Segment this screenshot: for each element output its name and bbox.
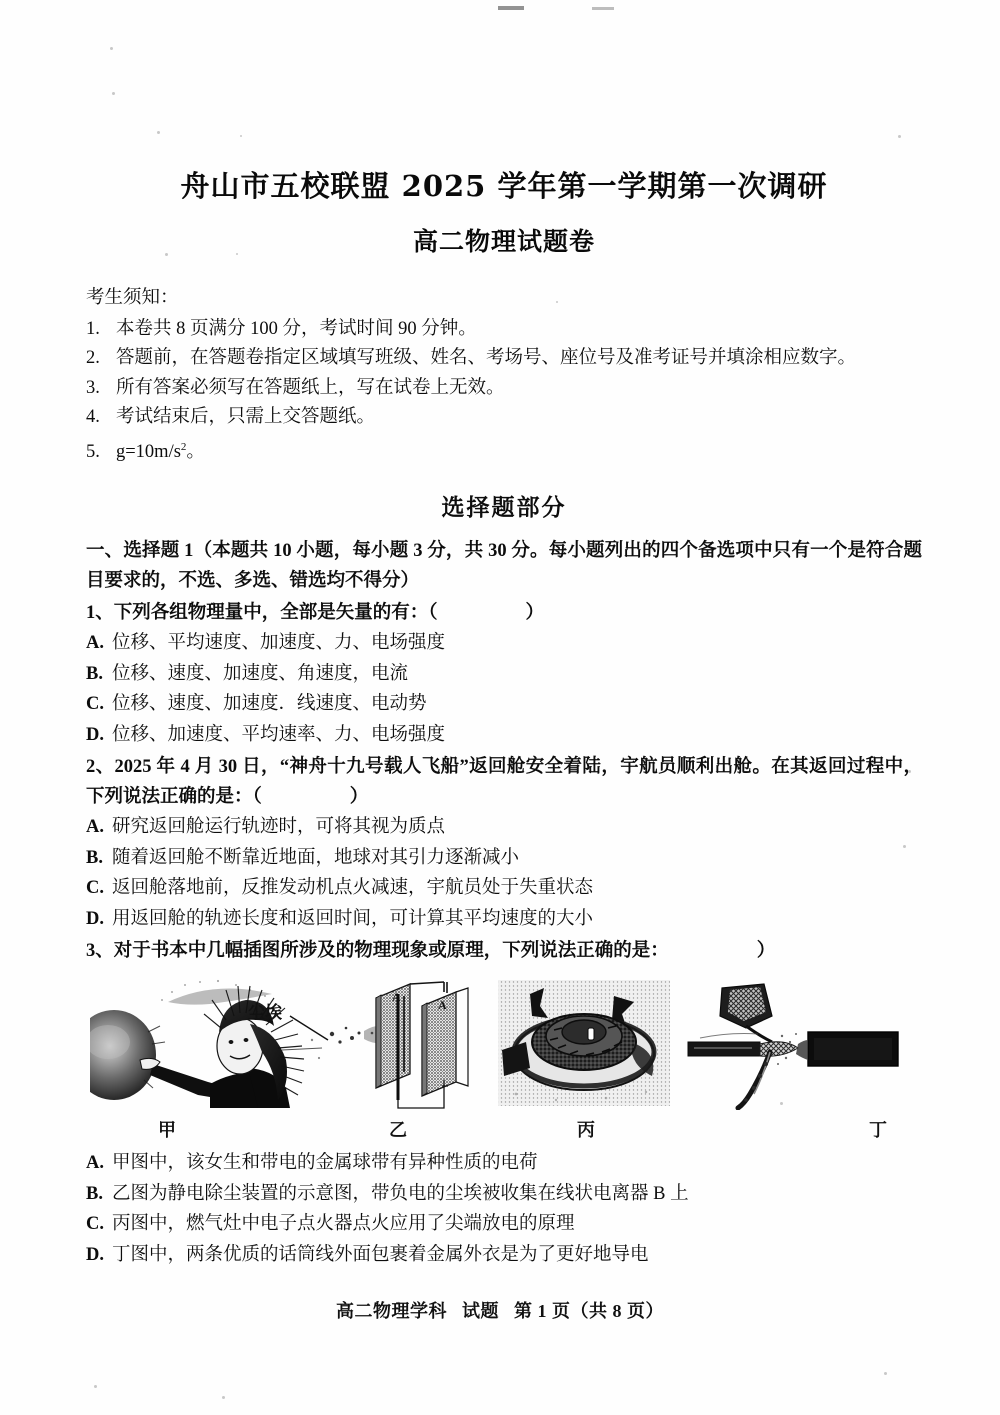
question-2-text: 2025 年 4 月 30 日，“神舟十九号载人飞船”返回舱安全着陆，宇航员顺利出舱。在其返回过程中，下列说法正确的是：（ [86,757,922,808]
notice-item [86,403,922,433]
notice-number: 1. [86,318,100,339]
figure-caption-jia: 甲 [158,1120,176,1141]
option-text: 乙图为静电除尘装置的示意图，带负电的尘埃被收集在线状电离器 B 上 [112,1183,689,1204]
igniter-electrode [588,1028,594,1040]
question-1-option-b[interactable] [86,659,922,690]
question-2-option-b[interactable] [86,843,922,874]
figure-caption-yi: 乙 [389,1120,407,1141]
question-1-number: 1、 [86,603,114,624]
question-3-option-b[interactable] [86,1179,922,1210]
notice-item-gravity [86,433,922,468]
gas-stove-igniter-icon [496,976,676,1110]
page-footer [0,1297,1000,1323]
scan-speck [94,1385,97,1388]
question-2-stem [86,752,922,812]
figure-jia [90,976,325,1141]
option-text: 丙图中，燃气灶中电子点火器点火应用了尖端放电的原理 [112,1214,575,1235]
notice-text: 答题前，在答题卷指定区域填写班级、姓名、考场号、座位号及准考证号并填涂相应数字。 [116,348,857,369]
footer-page-number: 第 1 页（共 8 页） [514,1301,664,1321]
gravity-tail: 。 [186,441,205,462]
question-2-stem-close: ） [349,787,369,808]
question-1 [86,598,922,750]
notice-text [116,433,922,468]
option-text: 随着返回舱不断靠近地面，地球对其引力逐渐减小 [112,847,520,868]
option-label: C. [86,1214,104,1235]
figure-ding [686,976,906,1141]
option-text: 用返回舱的轨迹长度和返回时间，可计算其平均速度的大小 [112,908,594,929]
option-label: B. [86,847,103,868]
notice-heading: 考生须知： [86,288,179,309]
plate-label-a1: A [392,990,401,1005]
question-3-option-d[interactable] [86,1240,922,1271]
notice-item [86,344,922,374]
option-text: 位移、速度、加速度、角速度，电流 [112,663,409,684]
question-1-option-d[interactable] [86,720,922,751]
notice-text: 考试结束后，只需上交答题纸。 [116,407,376,428]
question-3-figures [86,976,922,1148]
shielded-cable-icon [686,976,906,1110]
electrostatic-precipitator-icon [326,976,491,1116]
figure-caption-bing: 丙 [577,1120,595,1141]
question-3-number: 3、 [86,941,114,962]
question-3-stem-close: ） [756,941,776,962]
option-label: B. [86,663,103,684]
option-label: D. [86,724,104,745]
option-label: A. [86,817,104,838]
question-2-option-a[interactable] [86,812,922,843]
question-3 [86,936,922,1270]
question-3-option-c[interactable] [86,1209,922,1240]
option-label: C. [86,694,104,715]
option-text: 位移、速度、加速度．线速度、电动势 [112,694,427,715]
option-text: 位移、平均速度、加速度、力、电场强度 [112,633,446,654]
plate-label-a2: A [438,998,447,1013]
question-3-text: 对于书本中几幅插图所涉及的物理现象或原理，下列说法正确的是： [113,941,669,962]
figure-yi [248,976,491,1141]
gravity-exponent: 2 [180,440,187,453]
option-text: 丁图中，两条优质的话筒线外面包裹着金属外衣是为了更好地导电 [112,1244,649,1265]
notice-number: 2. [86,348,100,369]
option-text: 位移、加速度、平均速率、力、电场强度 [112,724,446,745]
notice-item [86,315,922,345]
notice-number: 5. [86,441,100,462]
figure-bing [496,976,676,1141]
notice-number: 3. [86,377,100,398]
option-text: 甲图中，该女生和带电的金属球带有异种性质的电荷 [112,1153,538,1174]
figure-yi-dust-label: 尘埃 [248,1003,282,1023]
option-label: B. [86,1183,103,1204]
figure-caption-ding: 丁 [869,1120,887,1141]
question-2-option-d[interactable] [86,904,922,935]
notice-text: 本卷共 8 页满分 100 分，考试时间 90 分钟。 [116,318,477,339]
van-de-graaff-girl-icon [90,976,325,1111]
question-3-stem [86,936,922,966]
gravity-value: g=10m/s [116,441,181,462]
footer-subject: 高二物理学科 [336,1301,447,1321]
notice-number: 4. [86,407,100,428]
footer-kind: 试题 [462,1301,499,1321]
question-1-stem-close: ） [525,603,545,624]
option-text: 研究返回舱运行轨迹时，可将其视为质点 [112,817,446,838]
section-instruction: 一、选择题 1（本题共 10 小题，每小题 3 分，共 30 分。每小题列出的四个备选项中只有一个是符合题目要求的，不选、多选、错选均不得分） [86,541,922,592]
question-1-stem [86,598,922,628]
option-label: D. [86,908,104,929]
scan-speck [222,1396,225,1399]
question-1-option-c[interactable] [86,689,922,720]
option-text: 返回舱落地前，反推发动机点火减速，宇航员处于失重状态 [112,878,594,899]
notice-text: 所有答案必须写在答题纸上，写在试卷上无效。 [116,377,505,398]
question-1-option-a[interactable] [86,628,922,659]
option-label: A. [86,633,104,654]
question-2 [86,752,922,934]
option-label: A. [86,1153,104,1174]
option-label: C. [86,878,104,899]
page-title: 舟山市五校联盟 2025 学年第一学期第一次调研 [180,169,828,203]
page-content [86,0,922,1270]
question-2-option-c[interactable] [86,873,922,904]
page-subtitle: 高二物理试题卷 [412,227,595,257]
notice-item [86,374,922,404]
section-title: 选择题部分 [441,494,567,522]
question-1-text: 下列各组物理量中，全部是矢量的有：（ [113,603,438,624]
option-label: D. [86,1244,104,1265]
candidate-notice [86,284,922,467]
question-3-option-a[interactable] [86,1148,922,1179]
question-2-number: 2、 [86,757,115,778]
scan-speck [884,1372,887,1375]
